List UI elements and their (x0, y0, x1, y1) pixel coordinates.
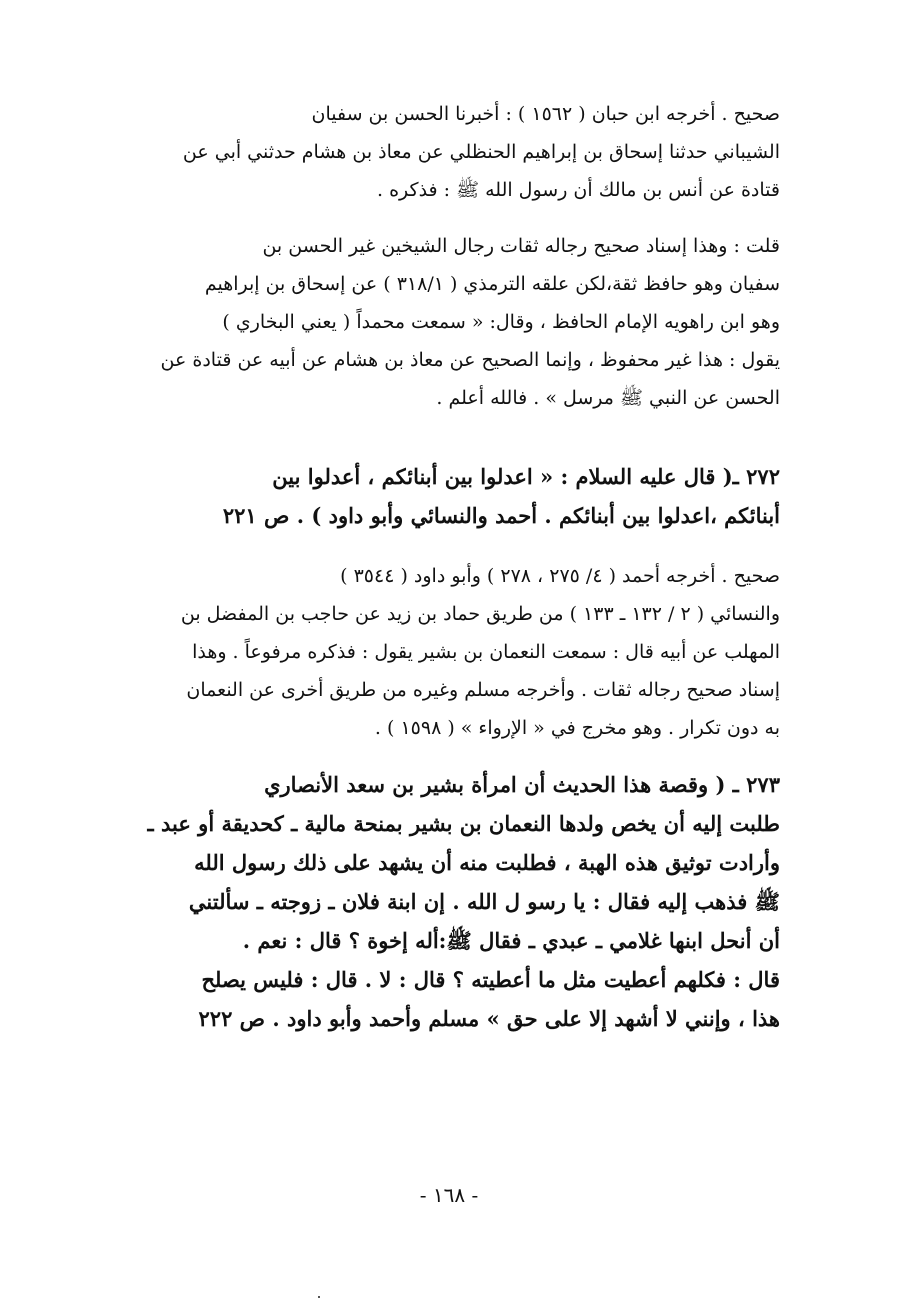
spacer (100, 209, 780, 227)
text-line: يقول : هذا غير محفوظ ، وإنما الصحيح عن معاذ بن هشام عن أبيه عن قتادة عن (160, 349, 780, 371)
text-line: ٢٧٣ ـ ( وقصة هذا الحديث أن امرأة بشير بن سعد الأنصاري (264, 772, 780, 797)
page-number: - ١٦٨ - (419, 1183, 479, 1207)
text-line: صحيح . أخرجه أحمد ( ٤/ ٢٧٥ ، ٢٧٨ ) وأبو داود ( ٣٥٤٤ ) (340, 565, 780, 587)
paragraph-commentary-2 (100, 227, 780, 417)
text-line: صحيح . أخرجه ابن حبان ( ١٥٦٢ ) : أخبرنا الحسن بن سفيان (311, 103, 780, 125)
text-line: سفيان وهو حافظ ثقة،لكن علقه الترمذي ( ٣١٨/١ ) عن إسحاق بن إبراهيم (204, 273, 780, 295)
text-line: قلت : وهذا إسناد صحيح رجاله ثقات رجال الشيخين غير الحسن بن (262, 235, 780, 257)
hadith-272 (100, 457, 780, 535)
text-line: أن أنحل ابنها غلامي ـ عبدي ـ فقال ﷺ:أله إخوة ؟ قال : نعم . (242, 928, 780, 953)
text-line: قتادة عن أنس بن مالك أن رسول الله ﷺ : فذكره . (377, 179, 780, 201)
text-line: هذا ، وإنني لا أشهد إلا على حق » مسلم وأحمد وأبو داود . ص ٢٢٢ (198, 1006, 780, 1031)
scan-speck (318, 1296, 320, 1298)
hadith-273 (100, 765, 780, 1038)
page-body (100, 95, 780, 1038)
text-line: وأرادت توثيق هذه الهبة ، فطلبت منه أن يشهد على ذلك رسول الله (194, 850, 780, 875)
text-line: أبنائكم ،اعدلوا بين أبنائكم . أحمد والنسائي وأبو داود ) . ص ٢٢١ (222, 503, 780, 528)
text-line: المهلب عن أبيه قال : سمعت النعمان بن بشير يقول : فذكره مرفوعاً . وهذا (192, 641, 780, 663)
text-line: الشيباني حدثنا إسحاق بن إبراهيم الحنظلي عن معاذ بن هشام حدثني أبي عن (182, 141, 780, 163)
text-line: ﷺ فذهب إليه فقال : يا رسو ل الله . إن ابنة فلان ـ زوجته ـ سألتني (188, 889, 780, 914)
text-line: طلبت إليه أن يخص ولدها النعمان بن بشير بمنحة مالية ـ كحديقة أو عبد ـ (147, 811, 780, 836)
paragraph-commentary-1 (100, 95, 780, 209)
text-line: ٢٧٢ ـ( قال عليه السلام : « اعدلوا بين أبنائكم ، أعدلوا بين (272, 464, 780, 489)
text-line: والنسائي ( ٢ / ١٣٢ ـ ١٣٣ ) من طريق حماد بن زيد عن حاجب بن المفضل بن (180, 603, 780, 625)
text-line: به دون تكرار . وهو مخرج في « الإرواء » ( ١٥٩٨ ) . (374, 717, 780, 739)
text-line: الحسن عن النبي ﷺ مرسل » . فالله أعلم . (436, 387, 780, 409)
text-line: إسناد صحيح رجاله ثقات . وأخرجه مسلم وغيره من طريق أخرى عن النعمان (186, 679, 780, 701)
spacer (100, 747, 780, 765)
paragraph-commentary-3 (100, 557, 780, 747)
spacer (100, 535, 780, 557)
text-line: وهو ابن راهويه الإمام الحافظ ، وقال: « سمعت محمداً ( يعني البخاري ) (222, 311, 780, 333)
text-line: قال : فكلهم أعطيت مثل ما أعطيته ؟ قال : لا . قال : فليس يصلح (201, 967, 780, 992)
spacer (100, 417, 780, 457)
